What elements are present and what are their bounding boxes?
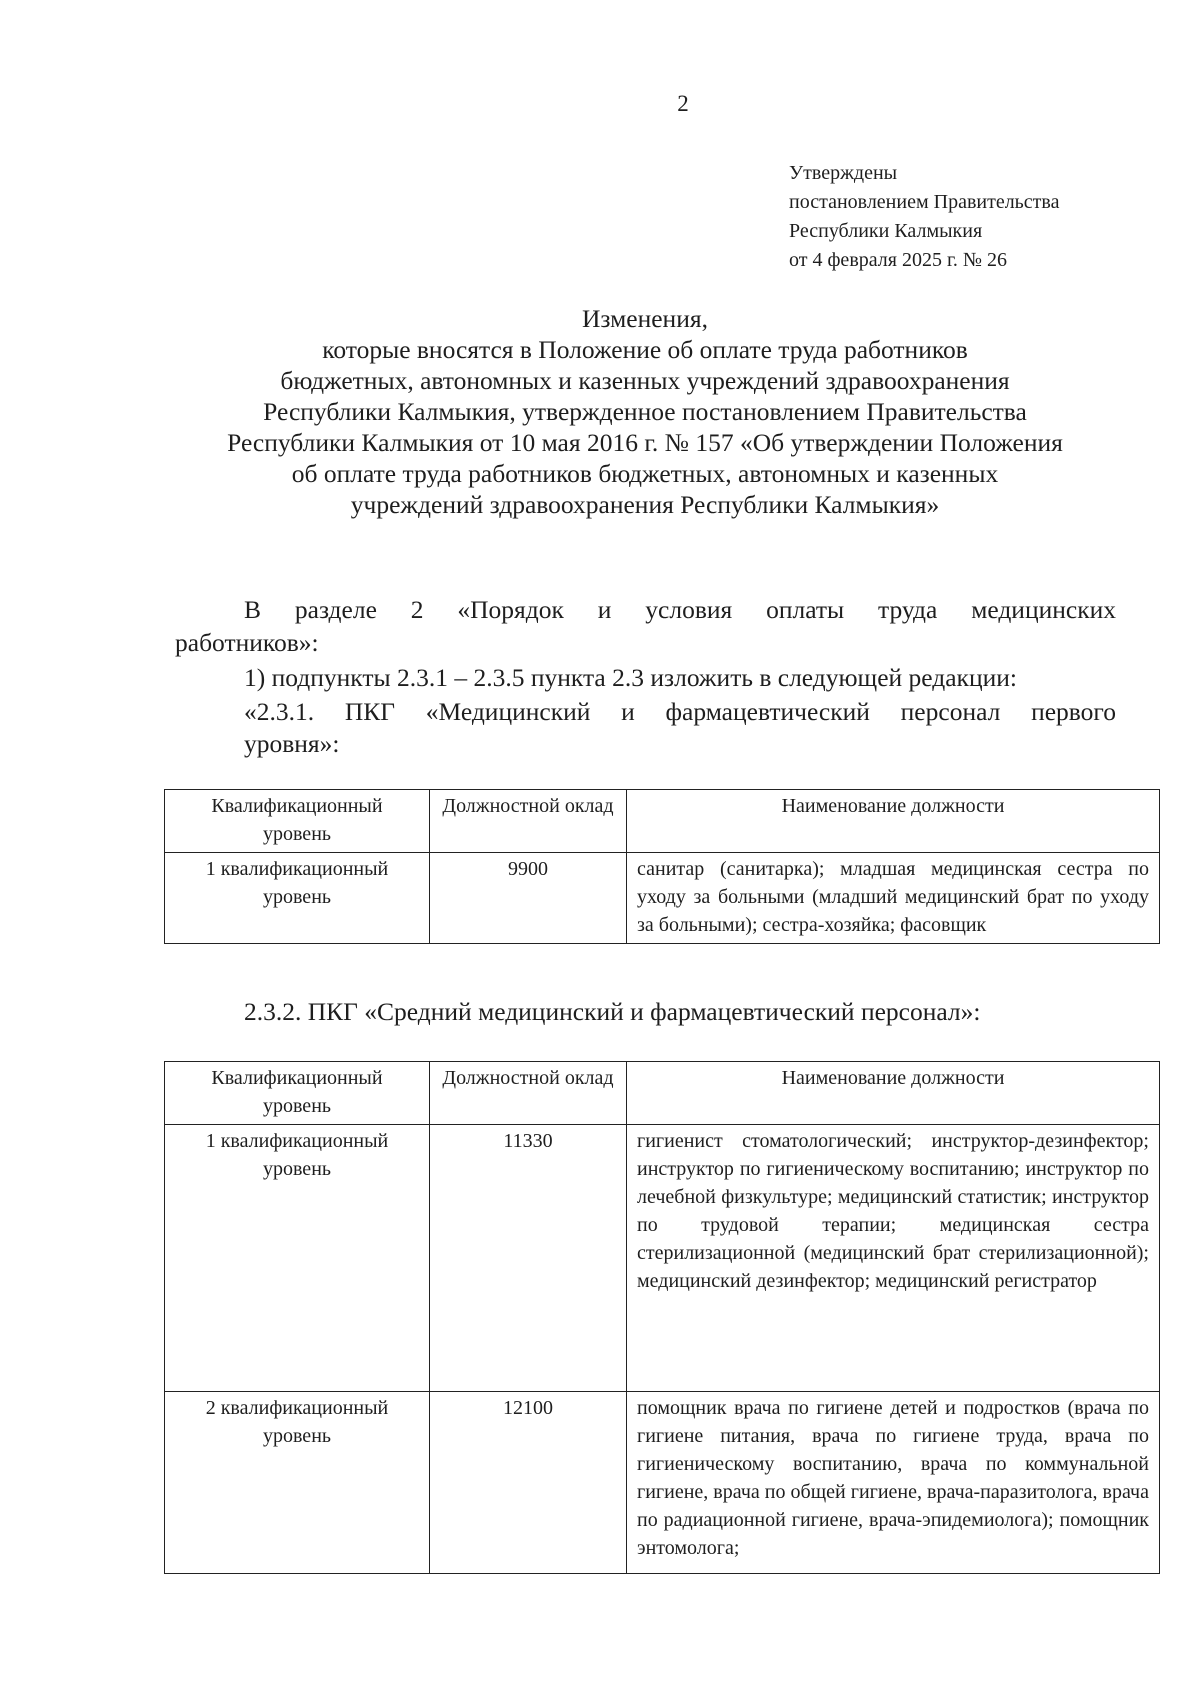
salary-table-first-level [164,789,1160,944]
cell-level: 1 квалификационный уровень [165,853,430,944]
header-cell-level: Квалификационный уровень [165,1062,430,1125]
cell-level: 1 квалификационный уровень [165,1125,430,1392]
approval-line: от 4 февраля 2025 г. № 26 [789,249,1008,271]
list-item-1: 1) подпункты 2.3.1 – 2.3.5 пункта 2.3 изложить в следующей редакции: [244,663,1017,692]
header-cell-salary: Должностной оклад [430,790,627,853]
cell-salary: 12100 [430,1392,627,1574]
cell-positions: гигиенист стоматологический; инструктор-дезинфектор; инструктор по гигиеническому воспитанию; инструктор по лечебной физкультуре; медицинский статистик; инструктор по трудовой терапии; медицинская сестра стерилизационной (медицинский брат стерилизационной); медицинский дезинфектор; медицинский регистратор [627,1125,1160,1392]
title-line: учреждений здравоохранения Республики Калмыкия» [350,490,940,519]
approval-line: Утверждены [789,162,898,184]
title-line: которые вносятся в Положение об оплате труда работников [322,335,968,364]
title-line: об оплате труда работников бюджетных, автономных и казенных [291,459,999,488]
header-cell-positions: Наименование должности [627,790,1160,853]
title-line: Изменения, [582,304,708,333]
subsection-2-3-1-heading-continuation: уровня»: [244,729,340,758]
table-row [165,1392,1160,1574]
approval-line: постановлением Правительства [789,191,1060,213]
cell-salary: 9900 [430,853,627,944]
cell-positions: помощник врача по гигиене детей и подростков (врача по гигиене питания, врача по гигиене труда, врача по гигиеническому воспитанию, врача по коммунальной гигиене, врача по общей гигиене, врача-паразитолога, врача по радиационной гигиене, врача-эпидемиолога); помощник энтомолога; [627,1392,1160,1574]
header-cell-salary: Должностной оклад [430,1062,627,1125]
intro-paragraph-continuation: работников»: [175,628,319,657]
salary-table-middle-level [164,1061,1160,1574]
subsection-2-3-1-heading: «2.3.1. ПКГ «Медицинский и фармацевтический персонал первого [244,697,1116,726]
table-row [165,853,1160,944]
subsection-2-3-2-heading: 2.3.2. ПКГ «Средний медицинский и фармацевтический персонал»: [244,997,981,1026]
table-header-row [165,790,1160,853]
title-line: бюджетных, автономных и казенных учреждений здравоохранения [280,366,1010,395]
table-header-row [165,1062,1160,1125]
header-cell-positions: Наименование должности [627,1062,1160,1125]
document-title [160,303,1130,520]
cell-salary: 11330 [430,1125,627,1392]
header-cell-level: Квалификационный уровень [165,790,430,853]
table-row [165,1125,1160,1392]
approval-line: Республики Калмыкия [789,220,983,242]
approval-stamp [789,159,1059,275]
page-number: 2 [677,91,689,116]
title-line: Республики Калмыкия от 10 мая 2016 г. № 157 «Об утверждении Положения [227,428,1063,457]
intro-paragraph: В разделе 2 «Порядок и условия оплаты труда медицинских [244,595,1116,624]
cell-level: 2 квалификационный уровень [165,1392,430,1574]
cell-positions: санитар (санитарка); младшая медицинская сестра по уходу за больными (младший медицинский брат по уходу за больными); сестра-хозяйка; фасовщик [627,853,1160,944]
title-line: Республики Калмыкия, утвержденное постановлением Правительства [263,397,1027,426]
